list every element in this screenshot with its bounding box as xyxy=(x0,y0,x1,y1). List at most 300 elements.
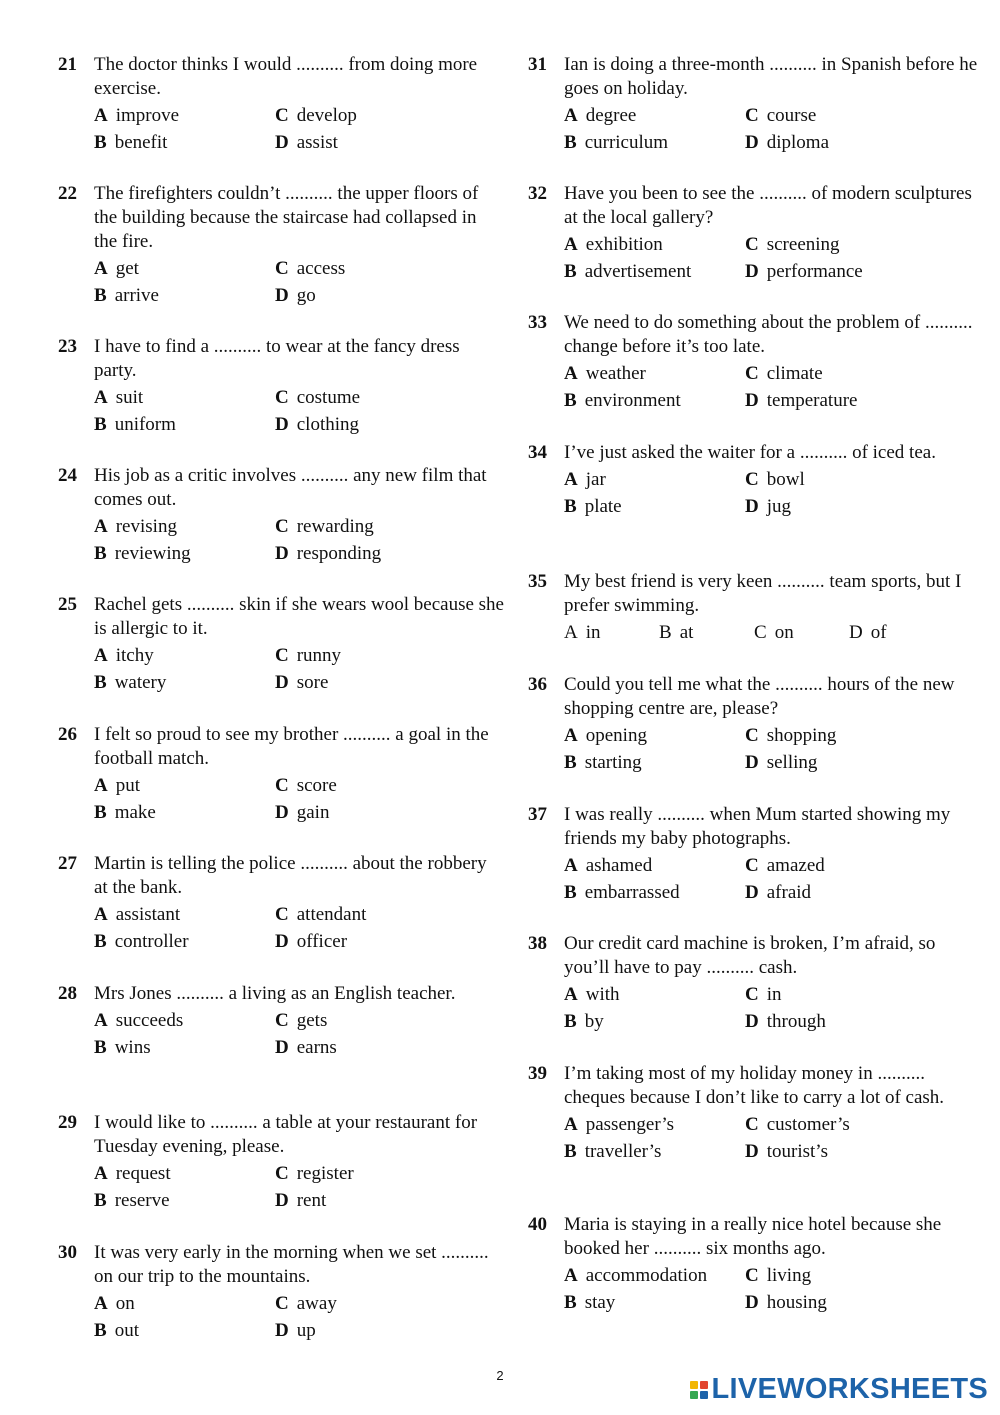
option-text: request xyxy=(115,1163,171,1184)
question-text: I would like to .......... a table at your restaurant for Tuesday evening, please. xyxy=(94,1112,478,1157)
option-text: responding xyxy=(296,542,382,564)
answer-option-b[interactable] xyxy=(94,541,275,568)
option-text: assistant xyxy=(115,904,181,925)
answer-option-a[interactable] xyxy=(94,773,275,800)
option-text: with xyxy=(585,984,620,1005)
answer-options xyxy=(94,1008,504,1061)
answer-option-c[interactable] xyxy=(275,1291,445,1318)
option-text: jar xyxy=(585,469,606,490)
option-letter: D xyxy=(275,1319,289,1341)
answer-options xyxy=(564,723,984,776)
option-text: improve xyxy=(115,105,180,126)
option-text: curriculum xyxy=(584,131,669,153)
option-letter: C xyxy=(275,516,289,537)
question-text: I’m taking most of my holiday money in .......... cheques because I don’t like to carry a lot of cash. xyxy=(564,1063,945,1108)
option-text: passenger’s xyxy=(585,1114,675,1135)
answer-option-c[interactable] xyxy=(275,256,445,283)
question-text: Martin is telling the police .......... about the robbery at the bank. xyxy=(94,853,487,898)
question-35 xyxy=(528,570,984,647)
question-number: 27 xyxy=(58,853,77,874)
option-text: wins xyxy=(114,1036,151,1058)
question-text: Maria is staying in a really nice hotel because she booked her .......... six months ago. xyxy=(564,1214,942,1259)
question-text: I have to find a .......... to wear at the fancy dress party. xyxy=(94,336,460,381)
answer-option-c[interactable] xyxy=(275,1161,445,1188)
option-letter: A xyxy=(94,775,108,796)
option-letter: A xyxy=(564,363,578,384)
answer-option-b[interactable] xyxy=(564,494,745,521)
question-text: I felt so proud to see my brother .......... a goal in the football match. xyxy=(94,724,489,769)
option-letter: D xyxy=(275,801,289,823)
option-letter: C xyxy=(275,1010,289,1031)
option-text: on xyxy=(774,622,794,643)
option-letter: A xyxy=(94,1010,108,1031)
answer-options xyxy=(94,514,504,567)
answer-option-c[interactable] xyxy=(745,1112,915,1139)
option-letter: A xyxy=(564,855,578,876)
option-letter: C xyxy=(745,1265,759,1286)
question-37 xyxy=(528,803,984,906)
answer-option-a[interactable] xyxy=(564,723,745,750)
answer-option-d[interactable] xyxy=(745,259,915,286)
option-letter: B xyxy=(564,495,577,517)
option-letter: C xyxy=(275,904,289,925)
liveworksheets-wordmark: LIVEWORKSHEETS xyxy=(711,1373,988,1405)
option-letter: D xyxy=(745,495,759,517)
option-text: benefit xyxy=(114,131,168,153)
option-text: shopping xyxy=(766,725,837,746)
option-text: out xyxy=(114,1319,139,1341)
option-letter: A xyxy=(94,904,108,925)
option-text: environment xyxy=(584,389,681,411)
option-text: runny xyxy=(296,645,342,666)
answer-option-a[interactable] xyxy=(94,1008,275,1035)
option-text: course xyxy=(766,105,817,126)
option-text: embarrassed xyxy=(584,881,680,903)
option-letter: A xyxy=(94,1163,108,1184)
question-26 xyxy=(58,723,504,826)
answer-option-c[interactable] xyxy=(275,514,445,541)
logo-square-4 xyxy=(700,1391,708,1399)
answer-option-b[interactable] xyxy=(564,750,745,777)
option-letter: C xyxy=(275,775,289,796)
question-40 xyxy=(528,1213,984,1316)
answer-option-b[interactable] xyxy=(94,929,275,956)
question-number: 38 xyxy=(528,933,547,954)
option-text: on xyxy=(115,1293,135,1314)
question-text: Mrs Jones .......... a living as an English teacher. xyxy=(94,983,456,1004)
option-letter: D xyxy=(745,131,759,153)
option-letter: A xyxy=(94,1293,108,1314)
option-letter: A xyxy=(94,258,108,279)
option-text: costume xyxy=(296,387,361,408)
answer-option-a[interactable] xyxy=(564,620,659,647)
option-text: clothing xyxy=(296,413,360,435)
option-letter: B xyxy=(94,1036,107,1058)
option-letter: C xyxy=(275,387,289,408)
option-text: amazed xyxy=(766,855,825,876)
question-number: 40 xyxy=(528,1214,547,1235)
answer-options xyxy=(94,902,504,955)
option-letter: D xyxy=(275,413,289,435)
option-text: in xyxy=(585,622,601,643)
option-text: jug xyxy=(766,495,792,517)
option-letter: B xyxy=(564,260,577,282)
answer-options xyxy=(94,256,504,309)
answer-option-b[interactable] xyxy=(564,1009,745,1036)
logo-square-2 xyxy=(700,1381,708,1389)
option-text: officer xyxy=(296,930,348,952)
option-letter: C xyxy=(745,105,759,126)
option-text: reserve xyxy=(114,1189,170,1211)
option-letter: B xyxy=(94,1189,107,1211)
option-text: up xyxy=(296,1319,316,1341)
answer-option-d[interactable] xyxy=(275,1035,445,1062)
question-23 xyxy=(58,335,504,438)
option-letter: D xyxy=(275,1036,289,1058)
option-letter: D xyxy=(275,284,289,306)
option-letter: C xyxy=(745,234,759,255)
answer-option-d[interactable] xyxy=(275,929,445,956)
option-letter: B xyxy=(94,1319,107,1341)
logo-square-3 xyxy=(690,1391,698,1399)
option-letter: A xyxy=(94,645,108,666)
option-letter: B xyxy=(564,1291,577,1313)
question-number: 22 xyxy=(58,183,77,204)
question-text: Rachel gets .......... skin if she wears wool because she is allergic to it. xyxy=(94,594,504,639)
option-text: traveller’s xyxy=(584,1140,662,1162)
question-text: My best friend is very keen .......... team sports, but I prefer swimming. xyxy=(564,571,962,616)
answer-options xyxy=(564,103,984,156)
answer-option-a[interactable] xyxy=(94,1291,275,1318)
option-letter: A xyxy=(564,725,578,746)
question-text: It was very early in the morning when we set .......... on our trip to the mountains. xyxy=(94,1242,489,1287)
answer-option-c[interactable] xyxy=(745,232,915,259)
answer-option-c[interactable] xyxy=(745,982,915,1009)
answer-option-a[interactable] xyxy=(564,1112,745,1139)
answer-options xyxy=(94,773,504,826)
liveworksheets-logo-icon xyxy=(690,1381,708,1399)
option-letter: D xyxy=(275,131,289,153)
option-text: score xyxy=(296,775,337,796)
option-text: stay xyxy=(584,1291,616,1313)
answer-options xyxy=(564,620,984,647)
option-text: through xyxy=(766,1010,826,1032)
question-30 xyxy=(58,1241,504,1344)
option-letter: D xyxy=(745,881,759,903)
option-letter: A xyxy=(564,1265,578,1286)
answer-option-b[interactable] xyxy=(564,388,745,415)
option-letter: B xyxy=(94,801,107,823)
question-number: 32 xyxy=(528,183,547,204)
option-text: put xyxy=(115,775,141,796)
answer-option-d[interactable] xyxy=(275,283,445,310)
option-letter: C xyxy=(745,1114,759,1135)
option-text: housing xyxy=(766,1291,827,1313)
option-text: get xyxy=(115,258,139,279)
option-letter: D xyxy=(745,1291,759,1313)
liveworksheets-logo xyxy=(690,1373,989,1406)
answer-option-d[interactable] xyxy=(745,880,915,907)
answer-option-a[interactable] xyxy=(564,103,745,130)
question-text: I was really .......... when Mum started showing my friends my baby photographs. xyxy=(564,804,951,849)
question-27 xyxy=(58,852,504,955)
option-letter: A xyxy=(564,984,578,1005)
option-letter: B xyxy=(564,751,577,773)
option-letter: C xyxy=(745,984,759,1005)
question-31 xyxy=(528,53,984,156)
answer-option-d[interactable] xyxy=(275,130,445,157)
answer-option-d[interactable] xyxy=(275,541,445,568)
option-letter: C xyxy=(745,855,759,876)
option-text: rewarding xyxy=(296,516,374,537)
option-letter: A xyxy=(564,105,578,126)
question-number: 29 xyxy=(58,1112,77,1133)
option-text: weather xyxy=(585,363,646,384)
answer-options xyxy=(94,643,504,696)
option-letter: B xyxy=(94,671,107,693)
question-33 xyxy=(528,311,984,414)
option-text: climate xyxy=(766,363,823,384)
question-text: I’ve just asked the waiter for a .......... of iced tea. xyxy=(564,442,936,463)
option-text: make xyxy=(114,801,156,823)
option-letter: A xyxy=(564,622,578,643)
answer-option-a[interactable] xyxy=(564,361,745,388)
option-letter: B xyxy=(659,622,672,643)
answer-option-b[interactable] xyxy=(564,259,745,286)
option-letter: C xyxy=(275,645,289,666)
question-text: His job as a critic involves .......... any new film that comes out. xyxy=(94,465,487,510)
answer-option-b[interactable] xyxy=(564,880,745,907)
option-text: go xyxy=(296,284,316,306)
answer-option-c[interactable] xyxy=(275,643,445,670)
option-text: earns xyxy=(296,1036,337,1058)
question-text: The doctor thinks I would .......... from doing more exercise. xyxy=(94,54,478,99)
answer-option-b[interactable] xyxy=(94,130,275,157)
option-letter: B xyxy=(94,413,107,435)
option-letter: C xyxy=(275,1293,289,1314)
option-letter: D xyxy=(849,622,863,643)
question-36 xyxy=(528,673,984,776)
answer-option-a[interactable] xyxy=(564,853,745,880)
option-letter: A xyxy=(564,469,578,490)
answer-option-b[interactable] xyxy=(94,670,275,697)
question-text: The firefighters couldn’t .......... the upper floors of the building because the staircase had collapsed in the fire. xyxy=(94,183,479,252)
answer-option-a[interactable] xyxy=(94,385,275,412)
answer-option-c[interactable] xyxy=(745,103,915,130)
answer-option-c[interactable] xyxy=(745,1263,915,1290)
question-number: 26 xyxy=(58,724,77,745)
answer-options xyxy=(94,1291,504,1344)
option-text: tourist’s xyxy=(766,1140,828,1162)
question-number: 25 xyxy=(58,594,77,615)
option-text: bowl xyxy=(766,469,805,490)
answer-options xyxy=(564,361,984,414)
question-21 xyxy=(58,53,504,156)
option-text: arrive xyxy=(114,284,159,306)
answer-option-d[interactable] xyxy=(745,1009,915,1036)
answer-options xyxy=(564,232,984,285)
question-number: 23 xyxy=(58,336,77,357)
option-text: watery xyxy=(114,671,167,693)
answer-option-d[interactable] xyxy=(275,670,445,697)
answer-option-a[interactable] xyxy=(564,982,745,1009)
question-29 xyxy=(58,1111,504,1214)
answer-option-d[interactable] xyxy=(745,750,915,777)
answer-option-c[interactable] xyxy=(275,385,445,412)
option-text: controller xyxy=(114,930,189,952)
answer-option-a[interactable] xyxy=(94,902,275,929)
answer-option-a[interactable] xyxy=(94,1161,275,1188)
option-text: advertisement xyxy=(584,260,692,282)
answer-option-b[interactable] xyxy=(94,1188,275,1215)
question-number: 31 xyxy=(528,54,547,75)
question-number: 35 xyxy=(528,571,547,592)
answer-option-b[interactable] xyxy=(564,1139,745,1166)
answer-option-a[interactable] xyxy=(564,467,745,494)
option-letter: A xyxy=(94,516,108,537)
option-text: sore xyxy=(296,671,329,693)
answer-option-c[interactable] xyxy=(754,620,849,647)
question-39 xyxy=(528,1062,984,1165)
answer-options xyxy=(564,1263,984,1316)
option-text: gain xyxy=(296,801,330,823)
option-letter: B xyxy=(94,284,107,306)
answer-option-b[interactable] xyxy=(564,1290,745,1317)
question-number: 28 xyxy=(58,983,77,1004)
answer-option-d[interactable] xyxy=(275,412,445,439)
answer-option-c[interactable] xyxy=(745,853,915,880)
option-text: revising xyxy=(115,516,177,537)
answer-options xyxy=(94,385,504,438)
option-letter: C xyxy=(275,258,289,279)
question-number: 33 xyxy=(528,312,547,333)
option-text: afraid xyxy=(766,881,812,903)
option-letter: D xyxy=(275,1189,289,1211)
answer-options xyxy=(94,1161,504,1214)
option-letter: D xyxy=(275,542,289,564)
answer-option-a[interactable] xyxy=(94,514,275,541)
option-text: degree xyxy=(585,105,637,126)
answer-option-d[interactable] xyxy=(275,1318,445,1345)
option-letter: B xyxy=(94,930,107,952)
question-38 xyxy=(528,932,984,1035)
answer-option-d[interactable] xyxy=(745,388,915,415)
option-text: rent xyxy=(296,1189,327,1211)
option-letter: C xyxy=(754,622,767,643)
option-letter: D xyxy=(745,260,759,282)
answer-option-c[interactable] xyxy=(275,902,445,929)
option-text: register xyxy=(296,1163,354,1184)
question-text: Could you tell me what the .......... hours of the new shopping centre are, please? xyxy=(564,674,955,719)
option-text: exhibition xyxy=(585,234,663,255)
option-letter: B xyxy=(564,1010,577,1032)
option-letter: B xyxy=(564,1140,577,1162)
answer-option-c[interactable] xyxy=(275,773,445,800)
option-text: selling xyxy=(766,751,818,773)
option-text: develop xyxy=(296,105,357,126)
answer-option-d[interactable] xyxy=(745,1139,915,1166)
answer-option-c[interactable] xyxy=(745,361,915,388)
answer-option-a[interactable] xyxy=(94,256,275,283)
question-number: 30 xyxy=(58,1242,77,1263)
question-34 xyxy=(528,441,984,520)
option-letter: A xyxy=(564,1114,578,1135)
option-letter: B xyxy=(564,881,577,903)
answer-option-b[interactable] xyxy=(94,412,275,439)
option-letter: D xyxy=(745,389,759,411)
answer-option-b[interactable] xyxy=(94,283,275,310)
option-text: ashamed xyxy=(585,855,653,876)
option-text: gets xyxy=(296,1010,328,1031)
option-text: plate xyxy=(584,495,622,517)
option-letter: A xyxy=(94,387,108,408)
answer-option-d[interactable] xyxy=(745,494,915,521)
answer-option-b[interactable] xyxy=(94,1318,275,1345)
question-text: Ian is doing a three-month .......... in Spanish before he goes on holiday. xyxy=(564,54,978,99)
answer-option-d[interactable] xyxy=(849,620,944,647)
answer-option-a[interactable] xyxy=(564,1263,745,1290)
option-text: in xyxy=(766,984,782,1005)
answer-option-a[interactable] xyxy=(94,643,275,670)
option-letter: C xyxy=(745,469,759,490)
answer-options xyxy=(564,1112,984,1165)
question-text: Have you been to see the .......... of modern sculptures at the local gallery? xyxy=(564,183,972,228)
question-number: 37 xyxy=(528,804,547,825)
answer-option-b[interactable] xyxy=(564,130,745,157)
option-letter: B xyxy=(564,389,577,411)
logo-square-1 xyxy=(690,1381,698,1389)
answer-option-a[interactable] xyxy=(94,103,275,130)
answer-option-d[interactable] xyxy=(745,130,915,157)
answer-option-c[interactable] xyxy=(275,1008,445,1035)
answer-option-b[interactable] xyxy=(94,1035,275,1062)
answer-option-c[interactable] xyxy=(745,467,915,494)
option-letter: A xyxy=(564,234,578,255)
option-letter: C xyxy=(745,725,759,746)
option-text: at xyxy=(679,622,694,643)
question-32 xyxy=(528,182,984,285)
option-letter: D xyxy=(275,671,289,693)
option-text: access xyxy=(296,258,346,279)
option-text: away xyxy=(296,1293,337,1314)
answer-option-a[interactable] xyxy=(564,232,745,259)
option-text: accommodation xyxy=(585,1265,708,1286)
answer-option-d[interactable] xyxy=(745,1290,915,1317)
question-25 xyxy=(58,593,504,696)
option-letter: D xyxy=(275,930,289,952)
option-text: performance xyxy=(766,260,863,282)
answer-option-c[interactable] xyxy=(745,723,915,750)
question-number: 21 xyxy=(58,54,77,75)
option-letter: C xyxy=(275,105,289,126)
answer-option-b[interactable] xyxy=(659,620,754,647)
answer-option-c[interactable] xyxy=(275,103,445,130)
option-letter: C xyxy=(745,363,759,384)
question-number: 34 xyxy=(528,442,547,463)
option-text: reviewing xyxy=(114,542,191,564)
option-text: temperature xyxy=(766,389,858,411)
question-number: 36 xyxy=(528,674,547,695)
answer-option-b[interactable] xyxy=(94,800,275,827)
option-letter: D xyxy=(745,1010,759,1032)
option-text: starting xyxy=(584,751,642,773)
question-number: 24 xyxy=(58,465,77,486)
answer-option-d[interactable] xyxy=(275,800,445,827)
answer-option-d[interactable] xyxy=(275,1188,445,1215)
option-text: of xyxy=(870,622,887,643)
option-text: opening xyxy=(585,725,647,746)
answer-options xyxy=(564,467,984,520)
